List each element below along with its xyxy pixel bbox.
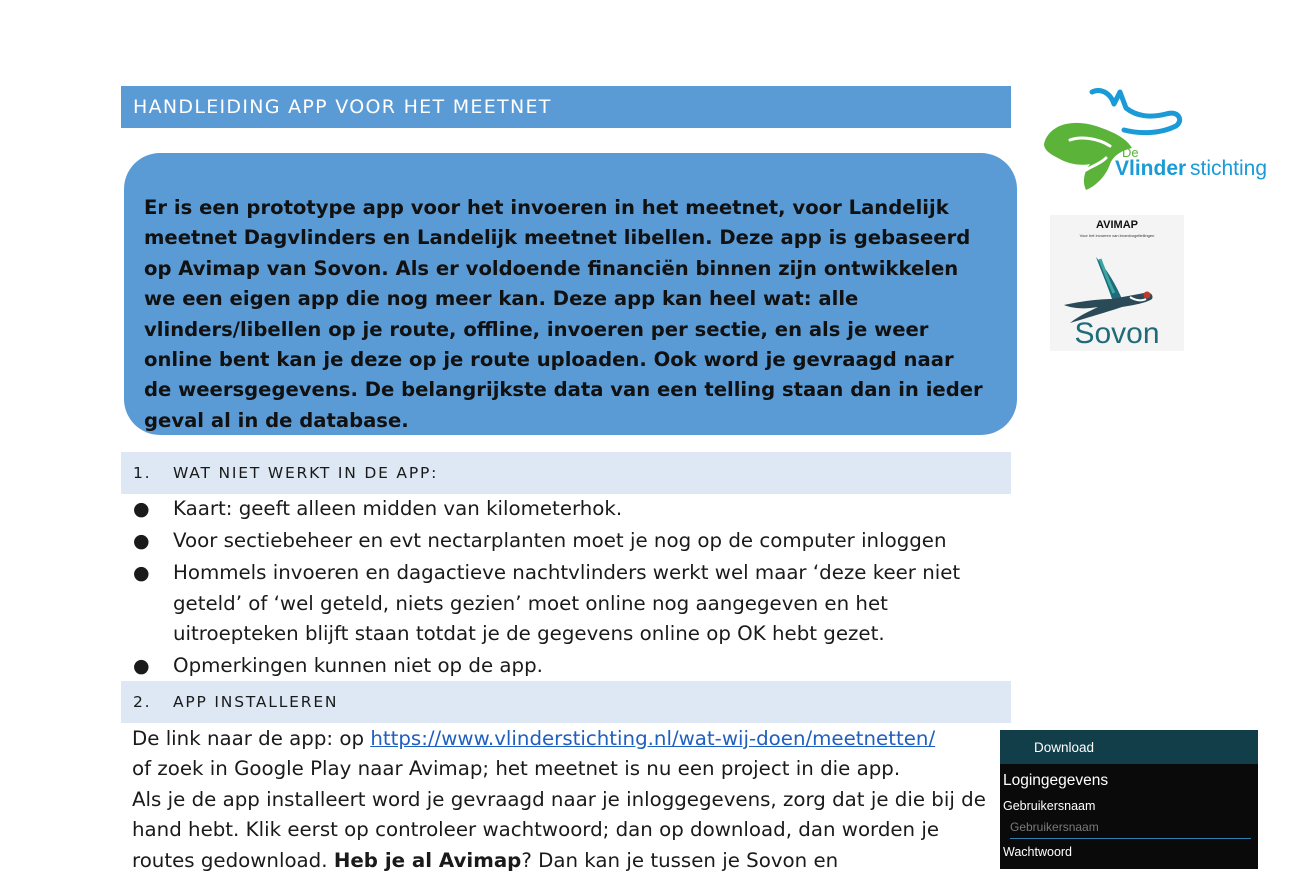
bullet-icon: ● [133,530,150,553]
bullet-icon: ● [133,562,150,585]
intro-callout [124,153,1017,435]
list-item: ● Voor sectiebeheer en evt nectarplanten moet je nog op de computer inloggen [130,526,1020,557]
bullet-icon: ● [133,498,150,520]
download-button[interactable]: Download [1034,740,1095,755]
section-title: WAT NIET WERKT IN DE APP: [173,464,439,482]
list-item: ● Hommels invoeren en dagactieve nachtvlinders werkt wel maar ‘deze keer niet geteld’ of ‘wel geteld, niets gezien’ moet online nog aangegeven en het uitroepteken blijft staan totdat je de gegevens online op OK hebt gezet. [130,558,1020,650]
username-label: Gebruikersnaam [1003,799,1096,813]
meetnetten-link[interactable]: https://www.vlinderstichting.nl/wat-wij-doen/meetnetten/ [370,727,936,750]
vlinderstichting-logo [1040,86,1305,198]
intro-text: Er is een prototype app voor het invoeren in het meetnet, voor Landelijk meetnet Dagvlinders en Landelijk meetnet libellen. Deze app is gebaseerd op Avimap van Sovon. Als er voldoende financiën binnen zijn ontwikkelen we een eigen app die nog meer kan. Deze app kan heel wat: alle vlinders/libellen op je route, offline, invoeren per sectie, en als je weer online bent kan je deze op je route uploaden. Ook word je gevraagd naar de weersgegevens. De belangrijkste data van een telling staan dan in ieder geval al in de database. [144,196,983,432]
username-input[interactable]: Gebruikersnaam [1010,820,1251,839]
section-heading-1 [121,452,1011,494]
section-number: 1. [133,464,152,482]
section-title: APP INSTALLEREN [173,693,339,711]
page-title-bar [121,86,1011,128]
svg-text:Sovon: Sovon [1074,317,1160,350]
section-heading-2 [121,681,1011,723]
list-item: ● Opmerkingen kunnen niet op de app. [130,651,1020,682]
app-screenshot [1000,730,1258,869]
bullet-icon: ● [133,655,150,678]
avimap-logo [1050,215,1184,351]
svg-text:Vlinder: Vlinder [1115,157,1187,180]
section-number: 2. [133,693,152,711]
svg-text:De: De [1122,145,1139,160]
swallow-icon [1050,215,1184,351]
password-label: Wachtwoord [1003,845,1073,859]
svg-text:stichting: stichting [1190,157,1268,180]
bullet-list [130,494,1020,684]
svg-text:Voor het invoeren van broedvog: Voor het invoeren van broedvogeltellingen [1079,233,1155,238]
page-title: HANDLEIDING APP VOOR HET MEETNET [133,96,552,118]
butterfly-icon [1040,86,1305,198]
login-section-title: Logingegevens [1003,772,1109,789]
install-text: De link naar de app: op https://www.vlinderstichting.nl/wat-wij-doen/meetnetten/ of zoek in Google Play naar Avimap; het meetnet is nu een project in die app. Als je de app installeert word je gevraagd naar je inloggegevens, zorg dat je die bij de hand hebt. Klik eerst op controleer wachtwoord; dan op download, dan worden je routes gedownload. Heb je al Avimap? Dan kan je tussen je Sovon en [132,727,986,872]
list-item: ● Kaart: geeft alleen midden van kilometerhok. [130,494,1020,525]
svg-text:AVIMAP: AVIMAP [1096,219,1138,231]
app-header [1000,730,1258,764]
